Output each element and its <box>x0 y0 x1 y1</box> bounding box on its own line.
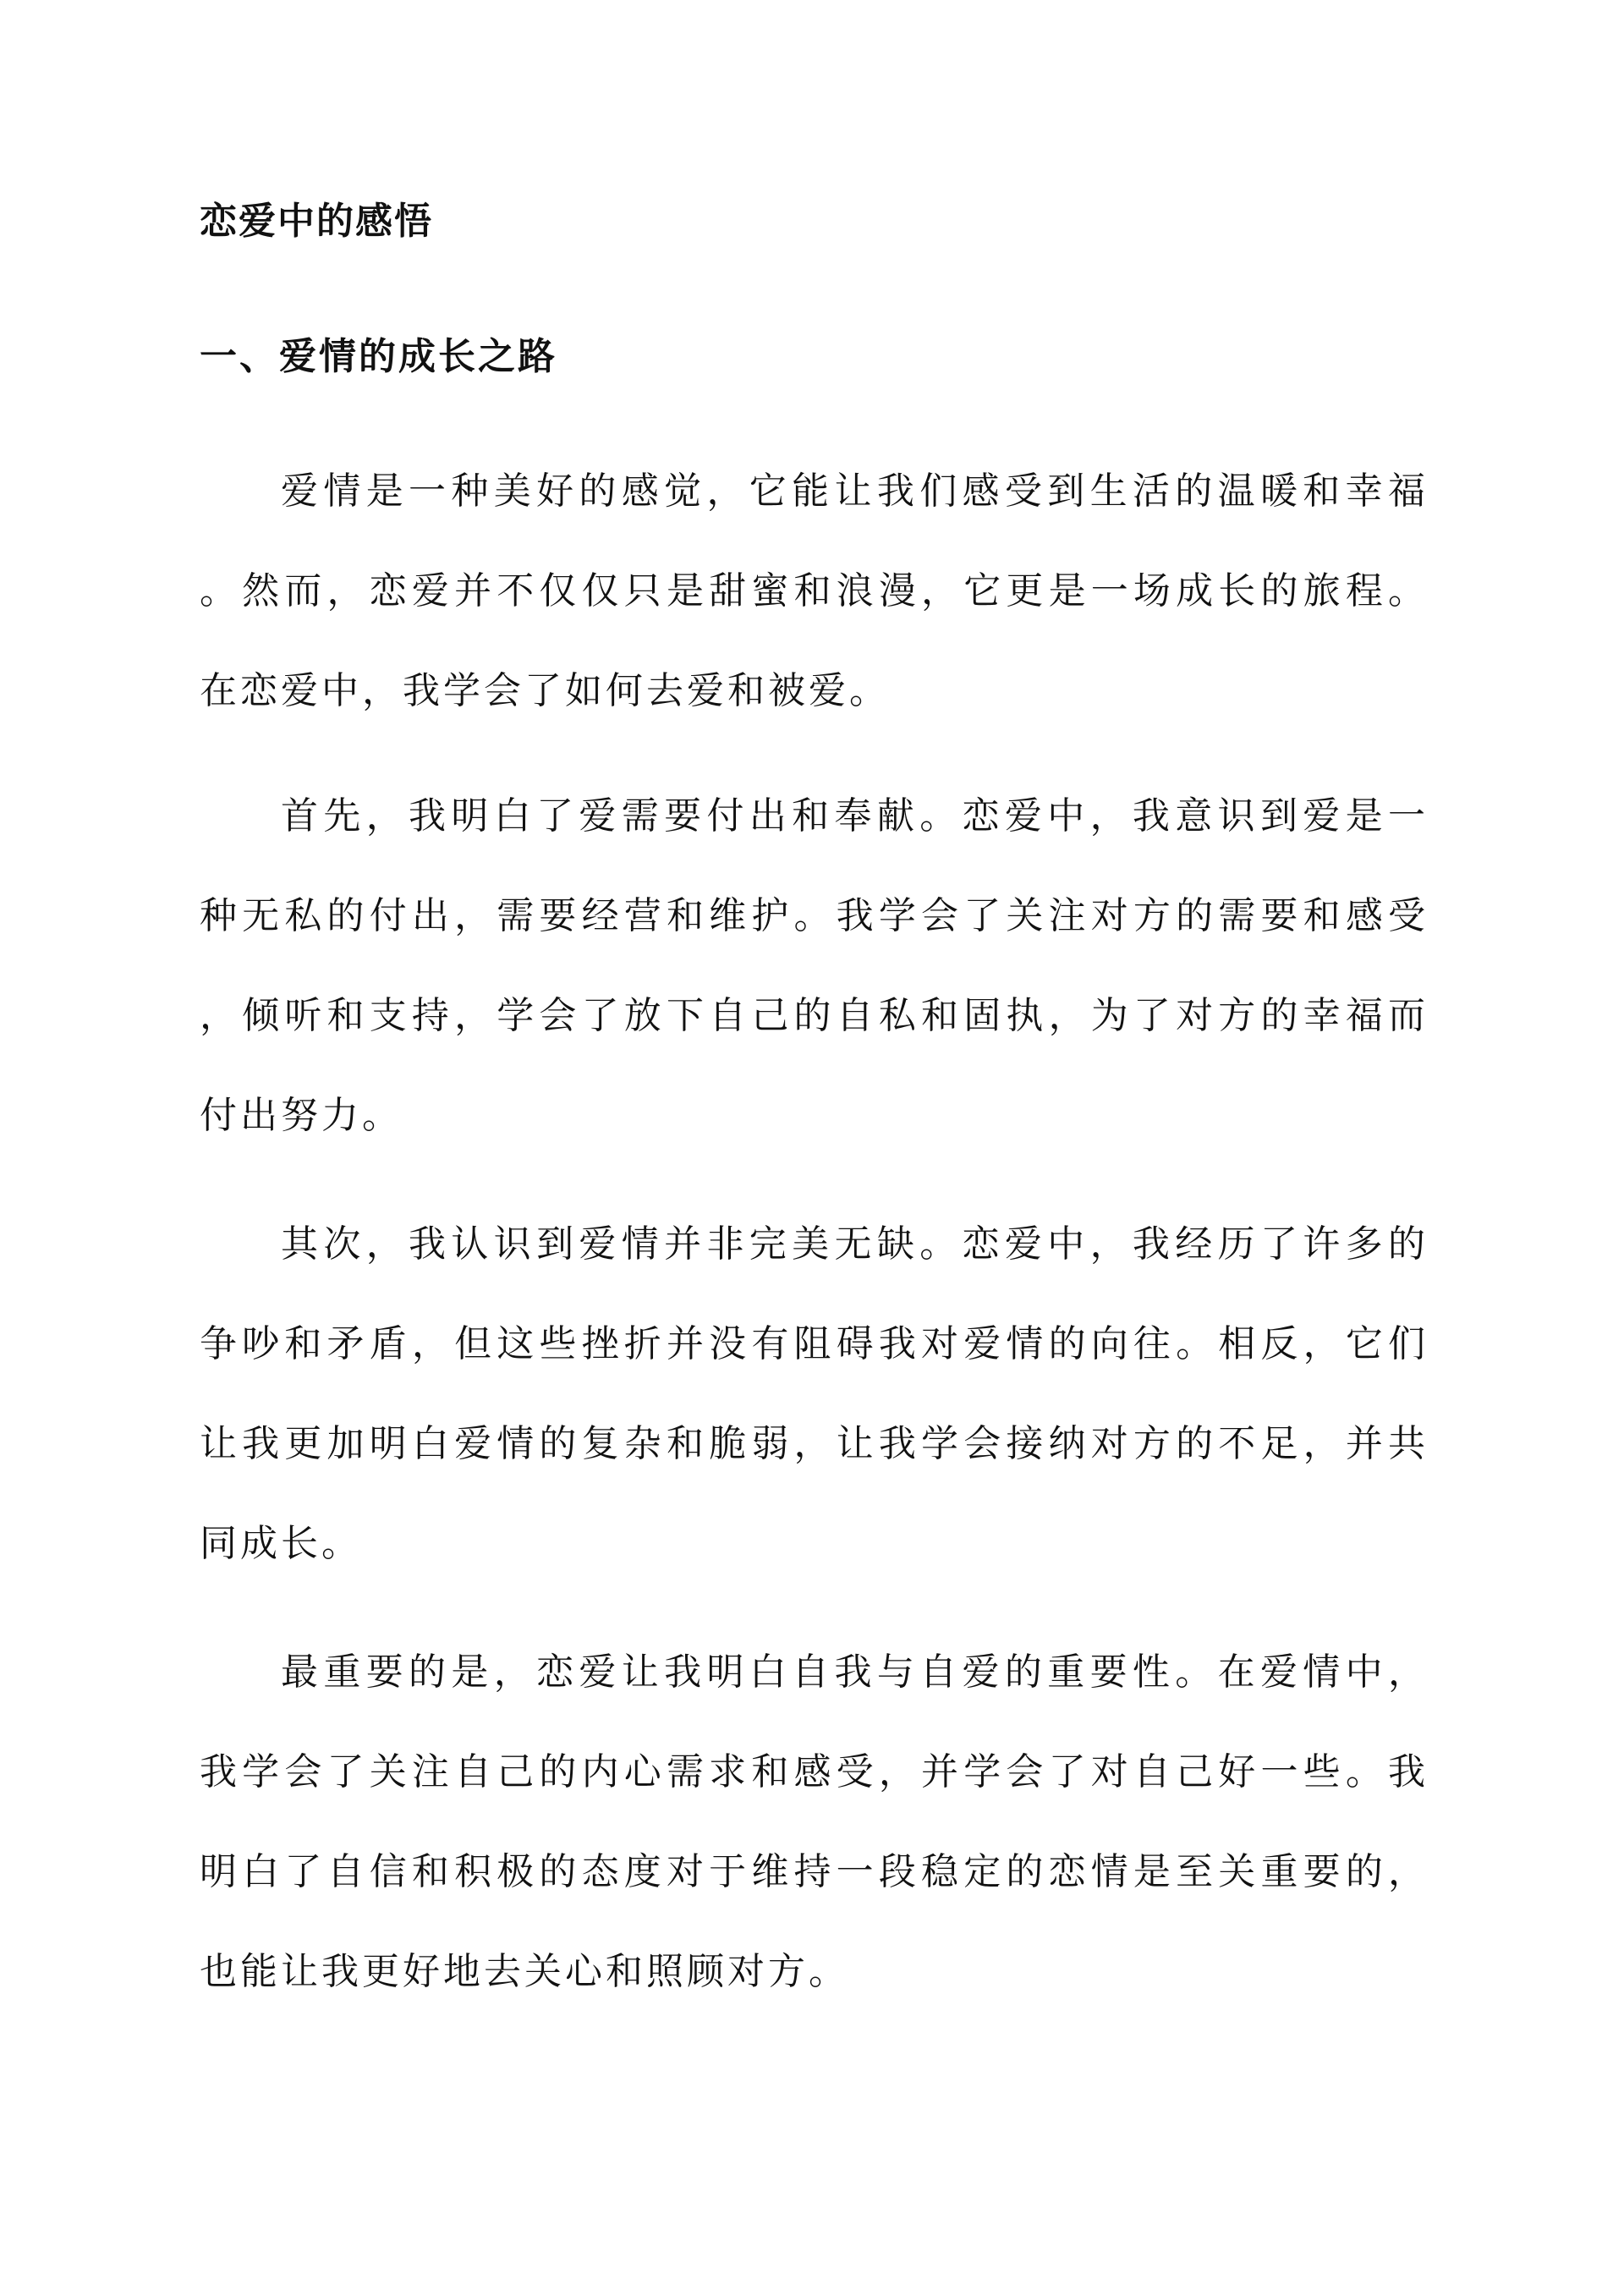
paragraph-line: 最重要的是，恋爱让我明白自我与自爱的重要性。在爱情中， <box>281 1651 1426 1694</box>
paragraph-line: 同成长。 <box>200 1522 362 1565</box>
paragraph-1 <box>200 442 1426 741</box>
paragraph-line: 爱情是一种美好的感觉，它能让我们感受到生活的温暖和幸福 <box>281 470 1426 513</box>
paragraph-line: 其次，我认识到爱情并非完美无缺。恋爱中，我经历了许多的 <box>281 1222 1426 1266</box>
paragraph-line: 我学会了关注自己的内心需求和感受，并学会了对自己好一些。我 <box>200 1750 1426 1793</box>
paragraph-line: 种无私的付出，需要经营和维护。我学会了关注对方的需要和感受 <box>200 894 1426 937</box>
paragraph-line: 明白了自信和积极的态度对于维持一段稳定的恋情是至关重要的， <box>200 1850 1426 1893</box>
paragraph-line: 首先，我明白了爱需要付出和奉献。恋爱中，我意识到爱是一 <box>281 794 1426 838</box>
section-heading: 一、爱情的成长之路 <box>200 335 557 378</box>
document-title: 恋爱中的感悟 <box>200 200 433 243</box>
paragraph-line: 让我更加明白爱情的复杂和脆弱，让我学会接纳对方的不足，并共 <box>200 1422 1426 1465</box>
paragraph-line: ，倾听和支持，学会了放下自己的自私和固执，为了对方的幸福而 <box>200 994 1426 1037</box>
paragraph-line: 付出努力。 <box>200 1094 403 1137</box>
paragraph-line: 也能让我更好地去关心和照顾对方。 <box>200 1950 849 1993</box>
paragraph-3 <box>200 1195 1426 1594</box>
paragraph-line: 争吵和矛盾，但这些挫折并没有阻碍我对爱情的向往。相反，它们 <box>200 1322 1426 1365</box>
paragraph-4 <box>200 1623 1426 2022</box>
paragraph-line: 在恋爱中，我学会了如何去爱和被爱。 <box>200 669 890 712</box>
paragraph-line: 。然而，恋爱并不仅仅只是甜蜜和浪漫，它更是一场成长的旅程。 <box>200 569 1426 612</box>
paragraph-2 <box>200 766 1426 1166</box>
